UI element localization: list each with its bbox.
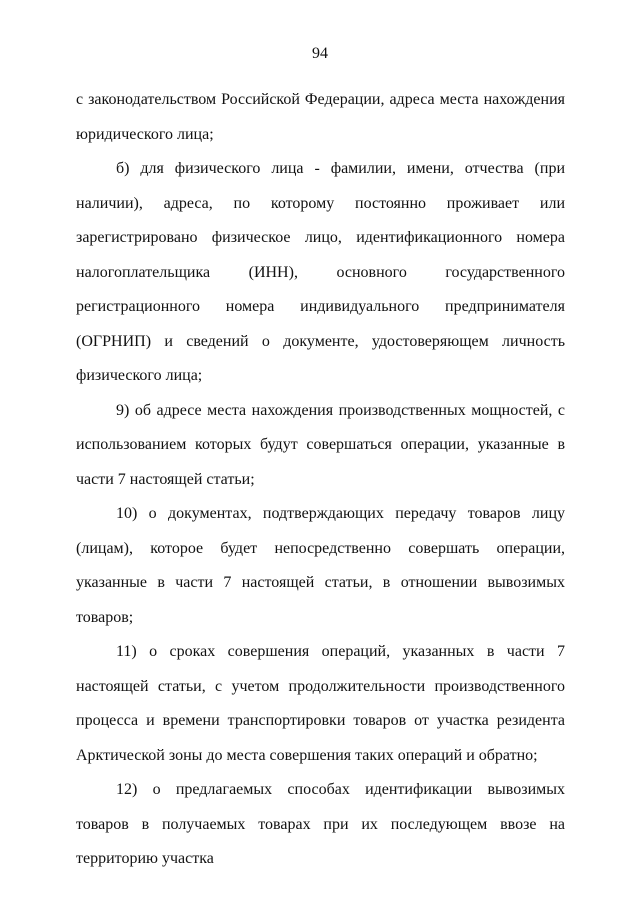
- paragraph-item-10: 10) о документах, подтверждающих передачу товаров лицу (лицам), которое будет непосредственно совершать операции, указанные в части 7 настоящей статьи, в отношении вывозимых товаров;: [76, 505, 565, 626]
- paragraph-item-12: 12) о предлагаемых способах идентификации вывозимых товаров в получаемых товарах при их последующем ввозе на территорию участка: [76, 781, 565, 867]
- paragraph-continuation: с законодательством Российской Федерации, адреса места нахождения юридического лица;: [76, 91, 565, 143]
- document-body: [76, 83, 565, 877]
- paragraph-item-9: 9) об адресе места нахождения производственных мощностей, с использованием которых будут совершаться операции, указанные в части 7 настоящей статьи;: [76, 401, 565, 488]
- paragraph-item-11: 11) о сроках совершения операций, указанных в части 7 настоящей статьи, с учетом продолжительности производственного процесса и времени транспортировки товаров от участка резидента Арктической зоны до места совершения таких операций и обратно;: [76, 643, 565, 764]
- paragraph-b: б) для физического лица - фамилии, имени, отчества (при наличии), адреса, по которому постоянно проживает или зарегистрировано физическое лицо, идентификационного номера налогоплательщика (ИНН), основного государственного регистрационного номера индивидуального предпринимателя (ОГРНИП) и сведений о документе, удостоверяющем личность физического лица;: [76, 160, 565, 384]
- page-number: 94: [312, 45, 328, 62]
